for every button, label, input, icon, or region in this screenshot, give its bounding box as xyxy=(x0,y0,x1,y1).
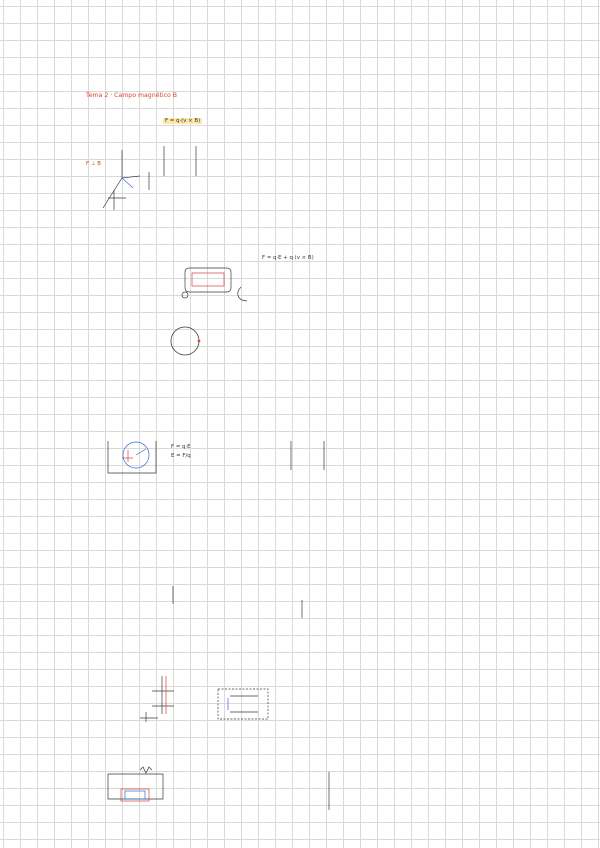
determinant-sketch xyxy=(149,146,196,190)
circuit-eq-1: F = q·E xyxy=(171,444,191,450)
force-formula: F = q·(v × B) xyxy=(165,118,201,124)
determinant-sketch-2 xyxy=(291,441,324,470)
lorentz-formula: F = q·E + q·(v × B) xyxy=(262,255,314,261)
particle-box-sketch xyxy=(108,441,156,473)
orbit-circle-sketch xyxy=(171,327,200,355)
vector-diagram-sketch xyxy=(103,150,140,210)
force-label: F ⊥ B xyxy=(86,161,101,167)
brace-sketch xyxy=(173,586,302,618)
circuit-sketch xyxy=(108,767,163,801)
plate-box-sketch xyxy=(218,689,268,719)
circuit-eq-2: E = F/q xyxy=(171,453,191,459)
wire-loop-sketch xyxy=(182,268,247,301)
axes-sketch xyxy=(140,676,174,722)
page-title: Tema 2 · Campo magnético B xyxy=(86,92,177,99)
